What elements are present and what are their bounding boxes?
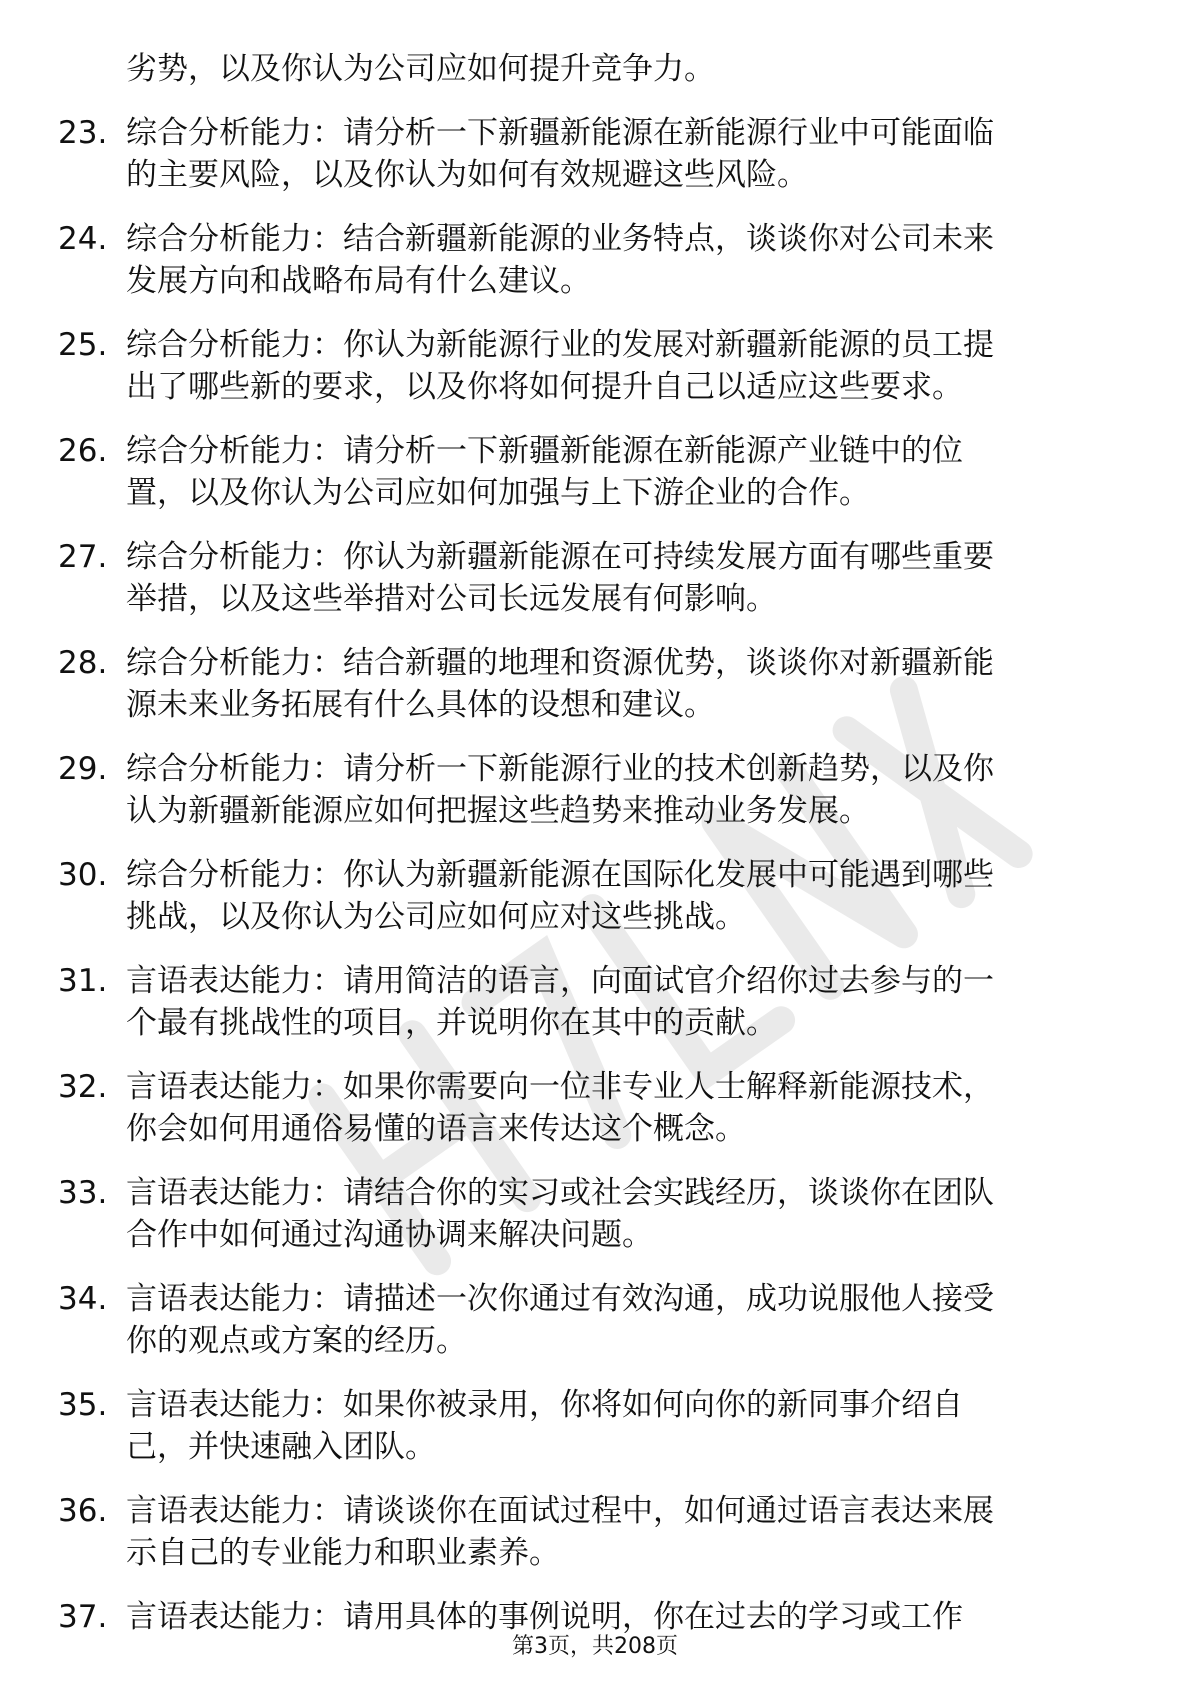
continued-text: 劣势，以及你认为公司应如何提升竞争力。: [126, 51, 715, 87]
question-line: 言语表达能力：如果你被录用，你将如何向你的新同事介绍自: [126, 1387, 963, 1423]
question-text: [126, 218, 1138, 302]
question-line: 认为新疆新能源应如何把握这些趋势来推动业务发展。: [126, 793, 870, 829]
question-text: [126, 1066, 1138, 1150]
question-text: [126, 1278, 1138, 1362]
question-item: [58, 1490, 1138, 1574]
question-number: 30.: [58, 857, 108, 893]
question-number: 26.: [58, 433, 108, 469]
question-item: [58, 536, 1138, 620]
question-line: 举措，以及这些举措对公司长远发展有何影响。: [126, 581, 777, 617]
question-text: [126, 536, 1138, 620]
question-content: [58, 48, 1138, 1660]
question-item: [58, 854, 1138, 938]
question-number: 36.: [58, 1493, 108, 1529]
question-line: 综合分析能力：结合新疆的地理和资源优势，谈谈你对新疆新能: [126, 645, 994, 681]
question-number: 31.: [58, 963, 108, 999]
question-line: 的主要风险，以及你认为如何有效规避这些风险。: [126, 157, 808, 193]
question-line: 综合分析能力：请分析一下新疆新能源在新能源行业中可能面临: [126, 115, 994, 151]
question-line: 综合分析能力：结合新疆新能源的业务特点，谈谈你对公司未来: [126, 221, 994, 257]
question-text: [126, 854, 1138, 938]
question-number: 28.: [58, 645, 108, 681]
question-item: [58, 748, 1138, 832]
question-number: 29.: [58, 751, 108, 787]
question-number: 34.: [58, 1281, 108, 1317]
question-line: 言语表达能力：如果你需要向一位非专业人士解释新能源技术，: [126, 1069, 994, 1105]
question-line: 综合分析能力：请分析一下新疆新能源在新能源产业链中的位: [126, 433, 963, 469]
question-text: [126, 324, 1138, 408]
question-number: 35.: [58, 1387, 108, 1423]
question-text: [126, 430, 1138, 514]
question-number: 33.: [58, 1175, 108, 1211]
question-text: [126, 1172, 1138, 1256]
question-line: 合作中如何通过沟通协调来解决问题。: [126, 1217, 653, 1253]
question-text: [126, 642, 1138, 726]
question-number: 27.: [58, 539, 108, 575]
question-number: 24.: [58, 221, 108, 257]
question-number: 23.: [58, 115, 108, 151]
page-footer: 第3页，共208页: [512, 1634, 678, 1659]
question-line: 综合分析能力：你认为新能源行业的发展对新疆新能源的员工提: [126, 327, 994, 363]
question-line: 综合分析能力：你认为新疆新能源在可持续发展方面有哪些重要: [126, 539, 994, 575]
question-line: 发展方向和战略布局有什么建议。: [126, 263, 591, 299]
question-line: 你会如何用通俗易懂的语言来传达这个概念。: [126, 1111, 746, 1147]
question-line: 综合分析能力：请分析一下新能源行业的技术创新趋势，以及你: [126, 751, 994, 787]
question-item: [58, 112, 1138, 196]
question-text: [126, 960, 1138, 1044]
question-list: [58, 112, 1138, 1638]
question-text: [126, 748, 1138, 832]
question-line: 示自己的专业能力和职业素养。: [126, 1535, 560, 1571]
question-line: 言语表达能力：请描述一次你通过有效沟通，成功说服他人接受: [126, 1281, 994, 1317]
question-item: [58, 218, 1138, 302]
question-item: [58, 430, 1138, 514]
question-item: [58, 1172, 1138, 1256]
question-line: 综合分析能力：你认为新疆新能源在国际化发展中可能遇到哪些: [126, 857, 994, 893]
question-item: [58, 1384, 1138, 1468]
question-line: 出了哪些新的要求，以及你将如何提升自己以适应这些要求。: [126, 369, 963, 405]
question-item: [58, 1066, 1138, 1150]
question-line: 个最有挑战性的项目，并说明你在其中的贡献。: [126, 1005, 777, 1041]
question-item: [58, 324, 1138, 408]
question-number: 37.: [58, 1599, 108, 1635]
question-text: [126, 1490, 1138, 1574]
question-text: [126, 1384, 1138, 1468]
question-line: 己，并快速融入团队。: [126, 1429, 436, 1465]
question-line: 源未来业务拓展有什么具体的设想和建议。: [126, 687, 715, 723]
question-item: [58, 642, 1138, 726]
question-text: [126, 112, 1138, 196]
question-item: [58, 960, 1138, 1044]
question-line: 置，以及你认为公司应如何加强与上下游企业的合作。: [126, 475, 870, 511]
question-line: 你的观点或方案的经历。: [126, 1323, 467, 1359]
question-line: 言语表达能力：请用具体的事例说明，你在过去的学习或工作: [126, 1599, 963, 1635]
question-line: 言语表达能力：请用简洁的语言，向面试官介绍你过去参与的一: [126, 963, 994, 999]
question-number: 32.: [58, 1069, 108, 1105]
question-line: 言语表达能力：请谈谈你在面试过程中，如何通过语言表达来展: [126, 1493, 994, 1529]
question-item: [58, 1278, 1138, 1362]
question-line: 言语表达能力：请结合你的实习或社会实践经历，谈谈你在团队: [126, 1175, 994, 1211]
question-number: 25.: [58, 327, 108, 363]
question-line: 挑战，以及你认为公司应如何应对这些挑战。: [126, 899, 746, 935]
